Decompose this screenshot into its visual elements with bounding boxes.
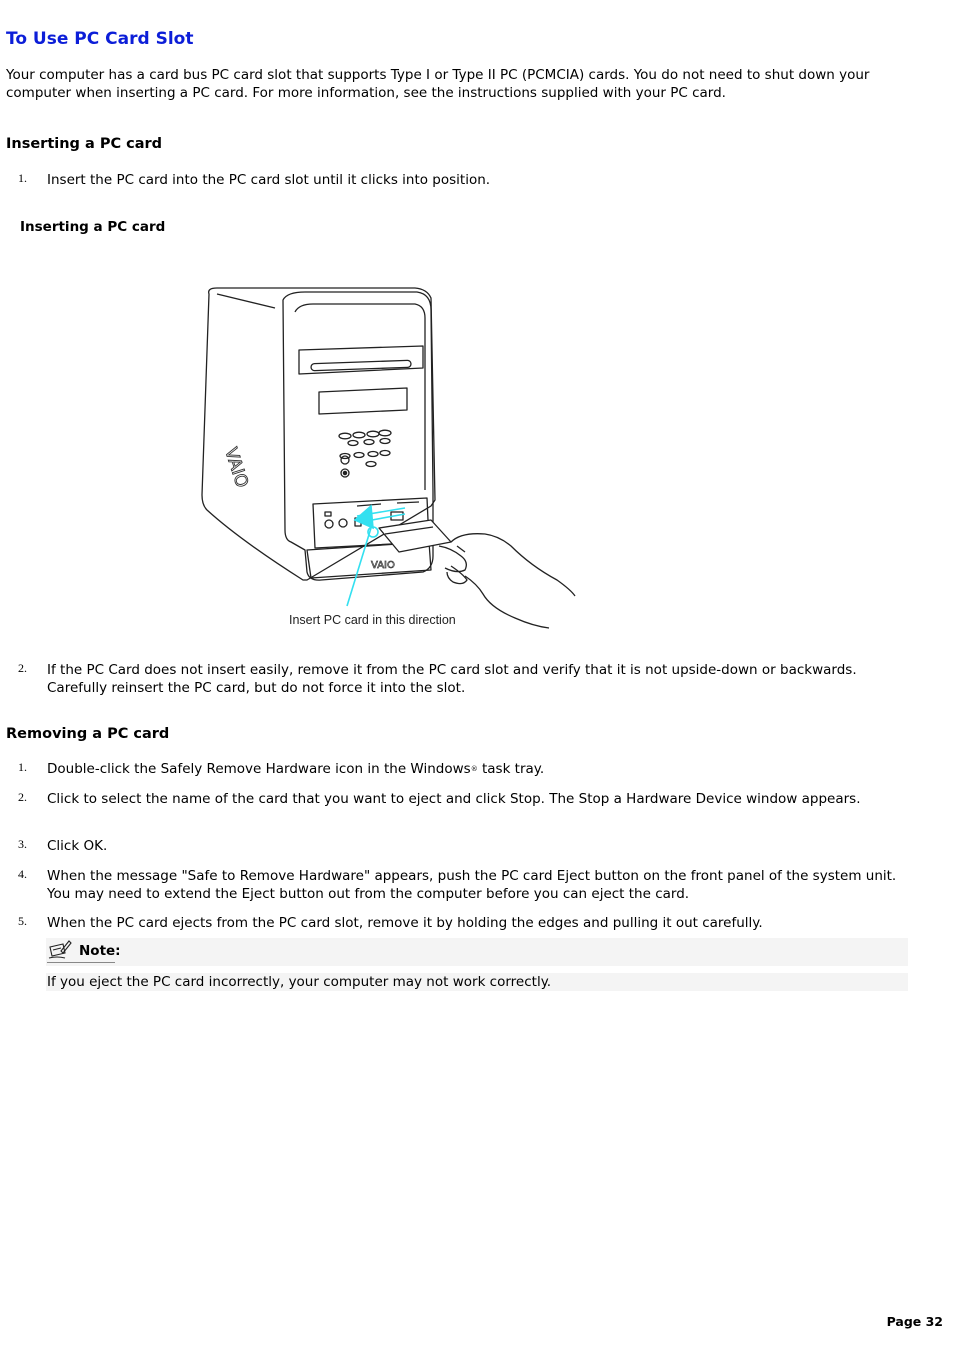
note-label: Note: [79,943,121,959]
list-item-text: If the PC Card does not insert easily, remove it from the PC card slot and verify that it is not upside-down or backwards. Carefully reinsert the PC card, but do not force it into the slot. [47,662,857,696]
list-item-number: 3. [18,837,27,851]
list-item-number: 5. [18,914,27,928]
registered-mark: ® [470,765,478,773]
page-title: To Use PC Card Slot [6,29,194,49]
list-item [18,837,907,856]
list-item-number: 2. [18,790,27,804]
list-item-text: Double-click the Safely Remove Hardware icon in the Windows [47,761,471,777]
section-heading-inserting: Inserting a PC card [6,136,163,152]
note-text: If you eject the PC card incorrectly, your computer may not work correctly. [47,974,552,990]
list-item-number: 1. [18,171,27,185]
note-pencil-icon [47,939,73,961]
list-item-text: Click OK. [47,838,108,854]
list-item-text: task tray. [477,761,545,777]
list-item-text: When the message "Safe to Remove Hardware" appears, push the PC card Eject button on the front panel of the system unit. You may need to extend the Eject button out from the computer before you can eject the card. [47,868,897,902]
list-item [18,867,907,903]
vaio-logo-small: VAIO [371,560,395,571]
page-number: Page 32 [886,1314,943,1329]
list-item [18,171,907,190]
note-header [46,938,908,966]
list-item-text: Click to select the name of the card that you want to eject and click Stop. The Stop a Hardware Device window appears. [47,791,861,807]
pc-card-insertion-illustration [195,280,585,635]
list-item [18,760,907,779]
figure-label: Insert PC card in this direction [289,613,456,627]
insert-direction-arrow [347,506,405,606]
list-item [18,790,907,809]
note-underline [47,962,115,963]
list-item-number: 4. [18,867,27,881]
intro-paragraph: Your computer has a card bus PC card slot that supports Type I or Type II PC (PCMCIA) cards. You do not need to shut down your computer when inserting a PC card. For more information, see the instructions supplied with your PC card. [6,67,870,101]
list-item-text: When the PC card ejects from the PC card slot, remove it by holding the edges and pulling it out carefully. [47,915,763,931]
section-heading-removing: Removing a PC card [6,726,170,742]
vaio-logo: VAIO [220,445,252,491]
list-item-number: 2. [18,661,27,675]
list-item-text: Insert the PC card into the PC card slot until it clicks into position. [47,172,491,188]
list-item [18,914,907,933]
list-item-number: 1. [18,760,27,774]
list-item [18,661,907,697]
figure-caption: Inserting a PC card [20,219,166,235]
